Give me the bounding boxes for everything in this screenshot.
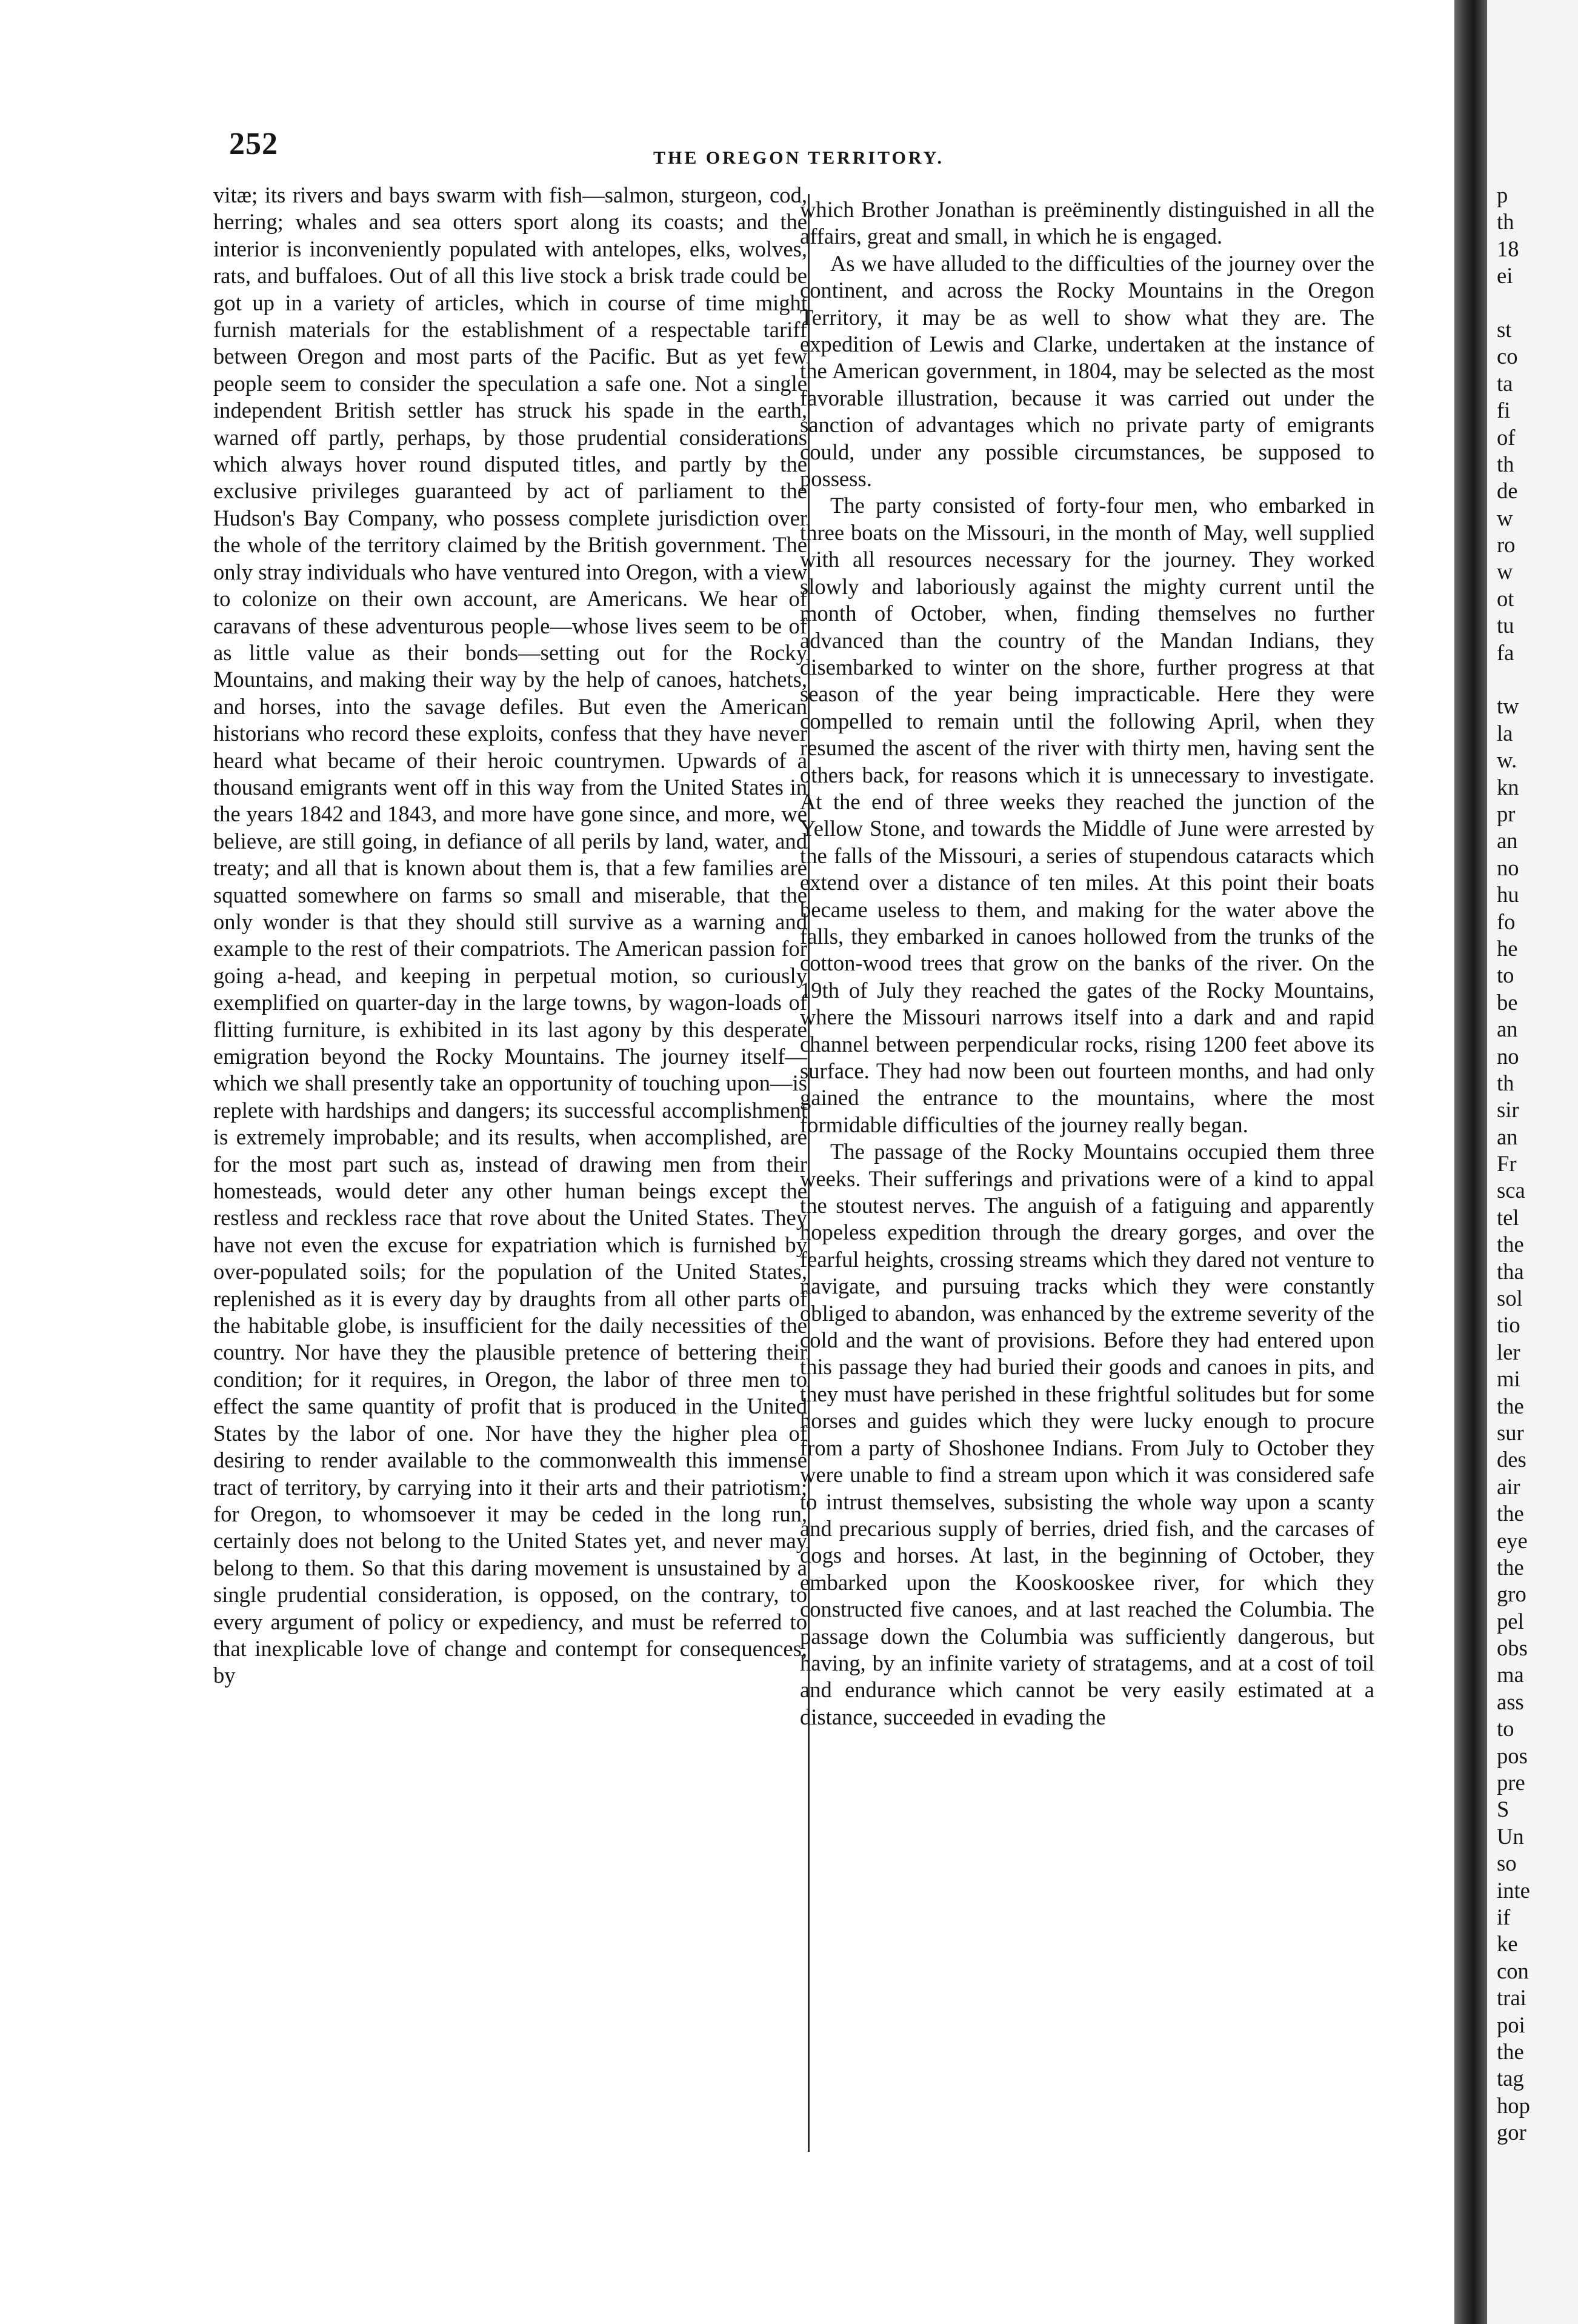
page-gutter-shadow	[1454, 0, 1487, 2324]
facing-page-fragment: the	[1497, 1393, 1524, 1418]
facing-page-fragment: eye	[1497, 1528, 1528, 1553]
facing-page-fragment: Un	[1497, 1823, 1524, 1849]
facing-page-fragment: th	[1497, 451, 1514, 476]
facing-page-fragment: pel	[1497, 1608, 1524, 1634]
facing-page-fragment: tio	[1497, 1312, 1520, 1338]
facing-page-fragment: tag	[1497, 2066, 1524, 2091]
facing-page-fragment: obs	[1497, 1635, 1528, 1661]
facing-page-fragment: Fr	[1497, 1151, 1517, 1177]
facing-page-fragment: ta	[1497, 370, 1513, 396]
facing-page-fragment: des	[1497, 1447, 1526, 1472]
facing-page-fragment: inte	[1497, 1877, 1530, 1903]
facing-page-fragment: ass	[1497, 1689, 1524, 1714]
facing-page-fragment: ler	[1497, 1339, 1520, 1364]
facing-page-fragment: the	[1497, 1232, 1524, 1257]
facing-page-fragment: hu	[1497, 882, 1519, 907]
facing-page-fragment: the	[1497, 1501, 1524, 1526]
facing-page-fragment: gor	[1497, 2120, 1526, 2145]
facing-page-fragment: ma	[1497, 1662, 1524, 1688]
facing-page-fragment: la	[1497, 720, 1513, 746]
facing-page-fragment: sir	[1497, 1097, 1519, 1123]
facing-page-fragment: if	[1497, 1905, 1511, 1929]
facing-page-fragment: the	[1497, 1554, 1524, 1580]
facing-page-fragment: ro	[1497, 532, 1516, 558]
running-title: THE OREGON TERRITORY.	[653, 148, 945, 168]
facing-page-fragment: he	[1497, 935, 1518, 961]
facing-page-text-fragments	[1497, 182, 1578, 2146]
facing-page-fragment: tu	[1497, 613, 1514, 638]
facing-page-fragment: an	[1497, 1124, 1518, 1149]
right-column-paragraph: which Brother Jonathan is preëminently distinguished in all the affairs, great and small, in which he is engaged.	[800, 197, 1374, 249]
left-text-column	[213, 182, 807, 1689]
facing-page-fragment: kn	[1497, 774, 1519, 800]
facing-page-fragment: poi	[1497, 2012, 1525, 2037]
facing-page-fragment: trai	[1497, 1985, 1526, 2011]
facing-page-fragment: be	[1497, 989, 1518, 1015]
facing-page-fragment: pr	[1497, 801, 1516, 826]
facing-page-fragment: the	[1497, 2039, 1524, 2064]
facing-page-fragment: sca	[1497, 1178, 1525, 1203]
facing-page-fragment: p	[1497, 182, 1508, 207]
facing-page-fragment: so	[1497, 1851, 1517, 1876]
facing-page-fragment: fo	[1497, 909, 1516, 934]
facing-page-fragment: w	[1497, 505, 1513, 530]
facing-page-fragment: w	[1497, 559, 1513, 584]
facing-page-fragment: co	[1497, 344, 1518, 369]
facing-page-fragment: th	[1497, 209, 1514, 235]
right-column-paragraph: The passage of the Rocky Mountains occupied them three weeks. Their sufferings and privations were of a kind to appal the stoutest nerves. The anguish of a fatiguing and apparently hopeless expedition through the dreary gorges, and over the fearful heights, crossing streams which they dared not venture to navigate, and pursuing tracks which they were constantly obliged to abandon, was enhanced by the extreme severity of the cold and the want of provisions. Before they had entered upon this passage they had buried their goods and canoes in pits, and they must have perished in these frightful solitudes but for some horses and guides which they were lucky enough to procure from a party of Shoshonee Indians. From July to October they were unable to find a stream upon which it was considered safe to intrust themselves, subsisting the whole way upon a scanty and precarious supply of berries, dried fish, and the carcases of dogs and horses. At last, in the beginning of October, they embarked upon the Kooskooskee river, for which they constructed five canoes, and at last reached the Columbia. The passage down the Columbia was sufficiently dangerous, but having, by an infinite variety of stratagems, and at a cost of toil and endurance which cannot be very easily estimated at a distance, succeeded in evading the	[800, 1139, 1374, 1729]
facing-page-fragment: to	[1497, 1716, 1514, 1741]
facing-page-fragment	[1497, 290, 1578, 316]
facing-page-fragment: fa	[1497, 639, 1514, 665]
facing-page-fragment: air	[1497, 1474, 1520, 1499]
facing-page-fragment: sur	[1497, 1420, 1524, 1445]
facing-page-fragment: mi	[1497, 1366, 1520, 1392]
facing-page-fragment: tha	[1497, 1258, 1524, 1284]
facing-page-fragment: gro	[1497, 1581, 1526, 1607]
facing-page-fragment: pre	[1497, 1770, 1525, 1795]
facing-page-fragment: con	[1497, 1958, 1529, 1983]
facing-page-fragment: tel	[1497, 1204, 1519, 1230]
page-number: 252	[229, 127, 278, 161]
facing-page-fragment: ke	[1497, 1931, 1518, 1957]
right-column-paragraph: The party consisted of forty-four men, who embarked in three boats on the Missouri, in the month of May, well supplied with all resources necessary for the journey. They worked slowly and laboriously against the mighty current until the month of October, when, finding themselves no further advanced than the country of the Mandan Indians, they disembarked to winter on the shore, further progress at that season of the year being impracticable. Here they were compelled to remain until the following April, when they resumed the ascent of the river with thirty men, having sent the others back, for reasons which it is unnecessary to investigate. At the end of three weeks they reached the junction of the Yellow Stone, and towards the Middle of June were arrested by the falls of the Missouri, a series of stupendous cataracts which extend over a distance of ten miles. At this point their boats became useless to them, and making for the water above the falls, they embarked in canoes hollowed from the trunks of the cotton-wood trees that grow on the banks of the river. On the 19th of July they reached the gates of the Rocky Mountains, where the Missouri narrows itself into a dark and and rapid channel between perpendicular rocks, rising 1200 feet above its surface. They had now been out fourteen months, and had only gained the entrance to the mountains, where the most formidable difficulties of the journey really began.	[800, 493, 1374, 1137]
facing-page-fragment: hop	[1497, 2092, 1530, 2118]
facing-page-fragment: tw	[1497, 693, 1519, 719]
facing-page-fragment: sol	[1497, 1286, 1523, 1311]
facing-page-fragment: an	[1497, 828, 1518, 853]
facing-page-fragment: fi	[1497, 398, 1511, 423]
right-column-paragraph: As we have alluded to the difficulties of the journey over the continent, and across the Rocky Mountains in the Oregon Territory, it may be as well to show what they are. The expedition of Lewis and Clarke, undertaken at the instance of the American government, in 1804, may be selected as the most favorable illustration, because it was carried out under the sanction of advantages which no private party of emigrants could, under any possible circumstances, be supposed to possess.	[800, 250, 1374, 492]
right-text-column	[800, 196, 1374, 1731]
facing-page-fragment: w.	[1497, 747, 1517, 773]
facing-page-fragment: an	[1497, 1017, 1518, 1042]
facing-page-fragment: no	[1497, 1043, 1519, 1069]
facing-page-fragment: st	[1497, 316, 1512, 342]
facing-page-fragment: no	[1497, 855, 1519, 880]
left-column-paragraph: vitæ; its rivers and bays swarm with fish—salmon, sturgeon, cod, herring; whales and sea otters sport along its coasts; and the interior is inconveniently populated with antelopes, elks, wolves, rats, and buffaloes. Out of all this live stock a brisk trade could be got up in a variety of articles, which in course of time might furnish materials for the establishment of a respectable tariff between Oregon and most parts of the Pacific. But as yet few people seem to consider the speculation a safe one. Not a single independent British settler has struck his spade in the earth, warned off partly, perhaps, by those prudential considerations which always hover round disputed titles, and partly by the exclusive privileges guaranteed by act of parliament to the Hudson's Bay Company, who possess complete jurisdiction over the whole of the territory claimed by the British government. The only stray individuals who have ventured into Oregon, with a view to colonize on their own account, are Americans. We hear of caravans of these adventurous people—whose lives seem to be of as little value as their bonds—setting out for the Rocky Mountains, and making their way by the help of canoes, hatchets, and horses, into the savage defiles. But even the American historians who record these exploits, confess that they have never heard what became of their heroic countrymen. Upwards of a thousand emigrants went off in this way from the United States in the years 1842 and 1843, and more have gone since, and more, we believe, are still going, in defiance of all perils by land, water, and treaty; and all that is known about them is, that a few families are squatted somewhere on farms so small and miserable, that the only wonder is that they should still survive as a warning and example to the rest of their compatriots. The American passion for going a-head, and keeping in perpetual motion, so curiously exemplified on quarter-day in the large towns, by wagon-loads of flitting furniture, is exhibited in its last agony by this desperate emigration beyond the Rocky Mountains. The journey itself—which we shall presently take an opportunity of touching upon—is replete with hardships and dangers; its successful accomplishment is extremely improbable; and its results, when accomplished, are for the most part such as, instead of drawing men from their homesteads, would deter any other human beings except the restless and reckless race that rove about the United States. They have not even the excuse for expatriation which is furnished by over-populated soils; for the population of the United States, replenished as it is every day by draughts from all other parts of the habitable globe, is insufficient for the daily necessities of the country. Nor have they the plausible pretence of bettering their condition; for it requires, in Oregon, the labor of three men to effect the same quantity of profit that is produced in the United States by the labor of one. Nor have they the higher plea of desiring to render available to the commonwealth this immense tract of territory, by carrying into it their arts and their patriotism; for Oregon, to whomsoever it may be ceded in the long run, certainly does not belong to the United States yet, and never may belong to them. So that this daring movement is unsustained by a single prudential consideration, is opposed, on the contrary, to every argument of policy or expediency, and must be referred to that inexplicable love of change and contempt for consequences, by	[213, 182, 807, 1688]
facing-page-fragment: th	[1497, 1070, 1514, 1095]
facing-page-fragment: pos	[1497, 1743, 1528, 1768]
facing-page-fragment	[1497, 666, 1578, 693]
facing-page-fragment: to	[1497, 963, 1514, 988]
facing-page-fragment: of	[1497, 424, 1516, 450]
facing-page-fragment: de	[1497, 478, 1518, 504]
facing-page-fragment: ot	[1497, 586, 1514, 611]
facing-page-fragment: 18	[1497, 236, 1519, 261]
facing-page-fragment: ei	[1497, 263, 1513, 289]
facing-page-fragment: S	[1497, 1797, 1510, 1822]
